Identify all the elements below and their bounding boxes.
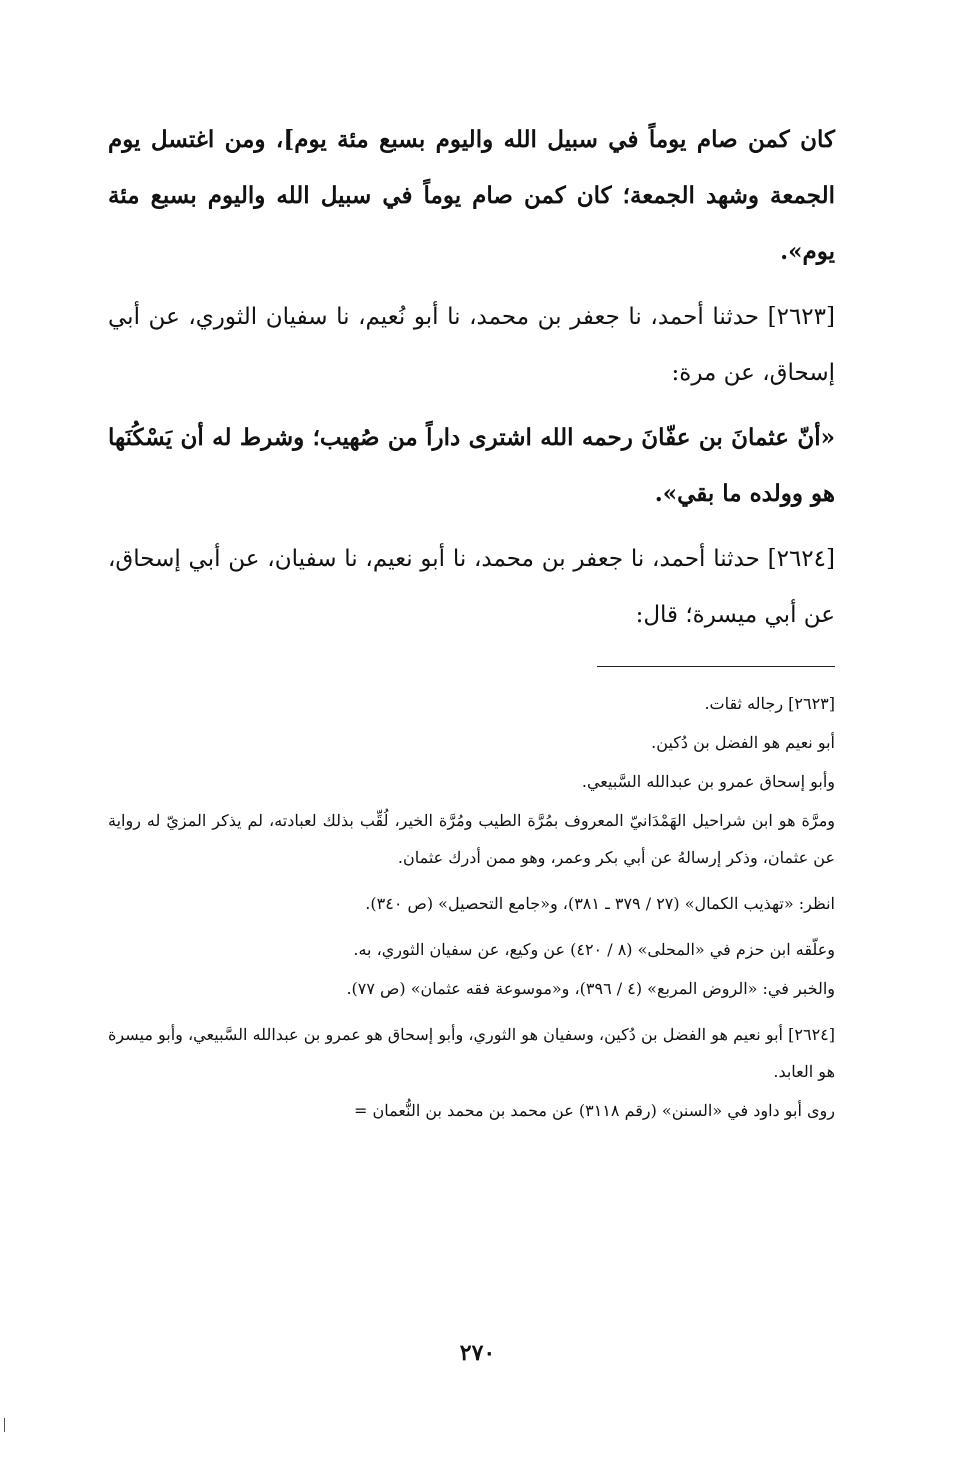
main-paragraph-continuation: كان كمن صام يوماً في سبيل الله واليوم بسبع مئة يوم]، ومن اغتسل يوم الجمعة وشهد الجمعة؛ كان كمن صام يوماً في سبيل الله واليوم بسبع مئة يوم». xyxy=(108,126,835,265)
page-number: ٢٧٠ xyxy=(459,1340,496,1366)
hadith-2623-chain: [٢٦٢٣] حدثنا أحمد، نا جعفر بن محمد، نا أبو نُعيم، نا سفيان الثوري، عن أبي إسحاق، عن مرة: xyxy=(108,304,835,386)
footnote-abu-nuaym: أبو نعيم هو الفضل بن دُكين. xyxy=(651,733,835,752)
footnote-murra: ومرَّة هو ابن شراحيل الهَمْدَانيّ المعروف بمُرَّة الطيب ومُرَّة الخير، لُقِّب بذلك لعبادته، لم يذكر المزيّ له رواية عن عثمان، وذكر إرسالهُ عن أبي بكر وعمر، وهو ممن أدرك عثمان. xyxy=(108,811,835,867)
page-content xyxy=(108,112,835,1131)
footnote-khabar: والخبر في: «الروض المربع» (٤ / ٣٩٦)، و«موسوعة فقه عثمان» (ص ٧٧). xyxy=(346,979,835,998)
footnote-references: انظر: «تهذيب الكمال» (٢٧ / ٣٧٩ ـ ٣٨١)، و«جامع التحصيل» (ص ٣٤٠). xyxy=(365,894,835,913)
footnote-abu-dawud: روى أبو داود في «السنن» (رقم ٣١١٨) عن محمد بن محمد بن النُّعمان = xyxy=(354,1101,835,1120)
footnote-separator xyxy=(597,666,835,667)
footnotes xyxy=(108,685,835,1129)
hadith-2624-chain: [٢٦٢٤] حدثنا أحمد، نا جعفر بن محمد، نا أبو نعيم، نا سفيان، عن أبي إسحاق، عن أبي ميسرة؛ قال: xyxy=(108,546,835,628)
scan-edge-mark xyxy=(4,1418,5,1432)
footnote-2624-narrators: [٢٦٢٤] أبو نعيم هو الفضل بن دُكين، وسفيان هو الثوري، وأبو إسحاق هو عمرو بن عبدالله السَّبيعي، وأبو ميسرة هو العابد. xyxy=(108,1025,835,1081)
footnote-2623-grading: [٢٦٢٣] رجاله ثقات. xyxy=(704,694,835,713)
main-text xyxy=(108,112,835,643)
footnote-abu-ishaq: وأبو إسحاق عمرو بن عبدالله السَّبيعي. xyxy=(581,772,835,791)
hadith-2623-text: «أنّ عثمانَ بن عفّانَ رحمه الله اشترى داراً من صُهيب؛ وشرط له أن يَسْكُنَها هو وولده ما بقي». xyxy=(108,424,835,507)
footnote-ibn-hazm: وعلّقه ابن حزم في «المحلى» (٨ / ٤٢٠) عن وكيع، عن سفيان الثوري، به. xyxy=(353,940,835,959)
